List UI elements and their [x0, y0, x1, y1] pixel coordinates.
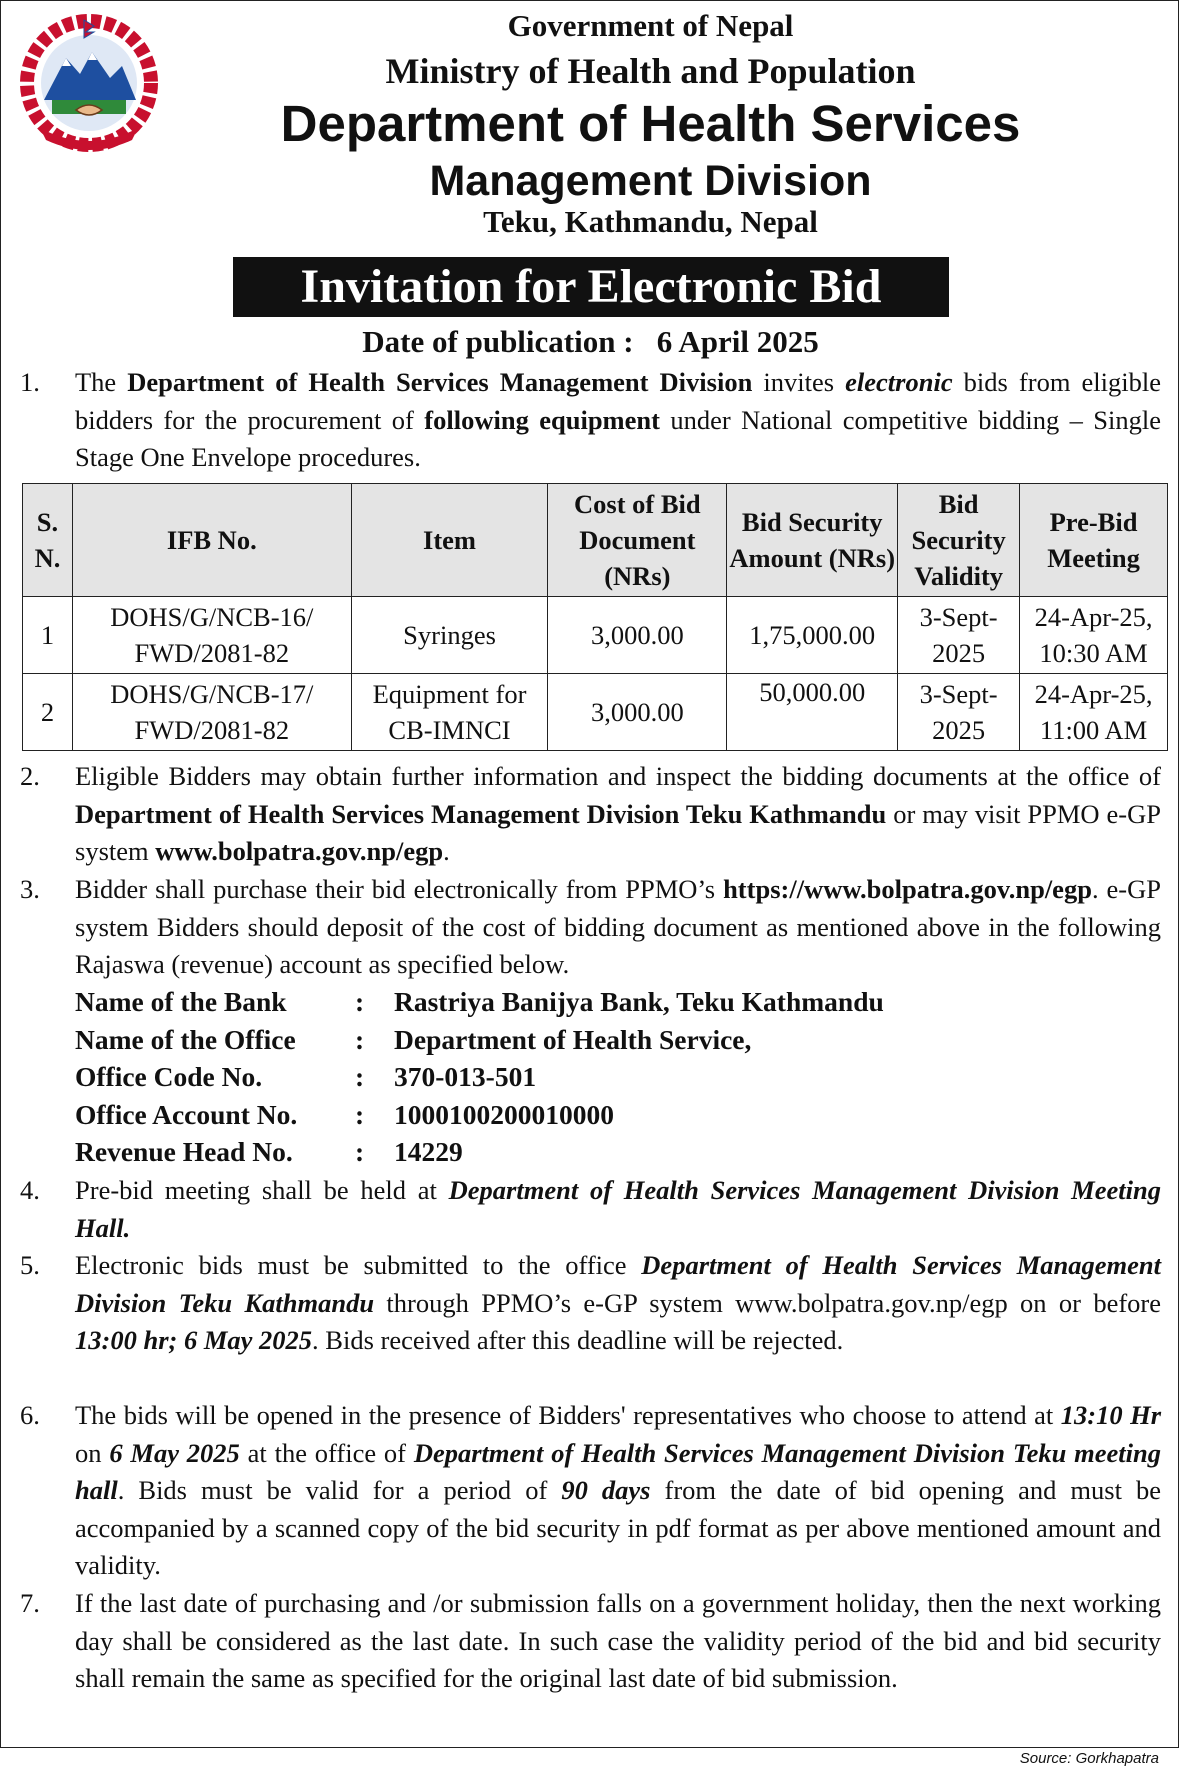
header-validity: Bid Security Validity [898, 484, 1020, 597]
bold-text: Department of Health Services Management Division Teku Kathmandu [75, 798, 887, 829]
emphasis-text: Department of Health Services Management Division Teku meeting hall [75, 1437, 1162, 1505]
paragraph-6 [20, 1397, 1161, 1585]
emphasis-text: 6 May 2025 [109, 1437, 240, 1468]
text: Eligible Bidders may obtain further information and inspect the bidding documents at the office of [75, 761, 1161, 791]
bank-value: 14229 [394, 1136, 463, 1167]
header-address: Teku, Kathmandu, Nepal [483, 204, 818, 239]
header-sn: S. N. [23, 484, 73, 597]
header-prebid: Pre-Bid Meeting [1020, 484, 1168, 597]
text: . [443, 836, 450, 866]
separator: : [355, 1061, 365, 1092]
bank-label: Office Code No. [75, 1061, 263, 1092]
bank-label: Name of the Bank [75, 986, 287, 1017]
cell-ifb: DOHS/G/NCB-16/ FWD/2081-82 [72, 597, 351, 674]
header-ministry: Ministry of Health and Population [385, 51, 916, 91]
bank-row [75, 1021, 884, 1059]
cell-prebid: 24-Apr-25, 11:00 AM [1020, 674, 1168, 751]
bold-text: Department of Health Services Management Division [127, 367, 753, 397]
cell-sn: 2 [23, 674, 73, 751]
paragraph-number: 2. [20, 761, 40, 791]
cell-security: 50,000.00 [727, 674, 898, 751]
emphasis-text: Department of Health Services Management Division Teku Kathmandu [75, 1250, 1161, 1318]
publication-value: 6 April 2025 [656, 324, 819, 359]
publication-date [0, 324, 1181, 360]
cell-sn: 1 [23, 597, 73, 674]
emphasis-text: 13:10 Hr [1060, 1400, 1162, 1430]
text: Pre-bid meeting shall be held at [75, 1175, 449, 1205]
paragraph-3 [20, 871, 1161, 984]
text: . Bids received after this deadline will be rejected. [312, 1325, 844, 1355]
bank-value: Rastriya Banijya Bank, Teku Kathmandu [394, 986, 884, 1017]
cell-validity: 3-Sept- 2025 [898, 674, 1020, 751]
cell-item: Equipment for CB-IMNCI [351, 674, 548, 751]
header-cost: Cost of Bid Document (NRs) [548, 484, 727, 597]
separator: : [355, 1098, 365, 1130]
text: from the date of bid opening and must be accompanied by a scanned copy of the bid security in pdf format as per above mentioned amount and validity. [75, 1475, 1161, 1580]
paragraph-number: 1. [20, 367, 40, 397]
cell-prebid: 24-Apr-25, 10:30 AM [1020, 597, 1168, 674]
paragraph-number: 6. [20, 1400, 40, 1430]
emphasis-text: Department of Health Services Management Division Meeting Hall. [75, 1175, 1161, 1243]
header-government: Government of Nepal [507, 8, 794, 43]
bank-label: Name of the Office [75, 1023, 296, 1055]
text: If the last date of purchasing and /or submission falls on a government holiday, then the next working day shall be considered as the last date. In such case the validity period of the bid and bid security shall remain the same as specified for the original last date of bid submission. [75, 1588, 1161, 1693]
text: Electronic bids must be submitted to the office [75, 1250, 642, 1280]
header-item: Item [351, 484, 548, 597]
text: The bids will be opened in the presence of Bidders' representatives who choose to attend at [75, 1400, 1061, 1430]
text: under National competitive bidding – Single Stage One Envelope procedures. [75, 404, 1162, 472]
bank-row [75, 1096, 884, 1134]
paragraph-2 [20, 758, 1161, 871]
cell-ifb: DOHS/G/NCB-17/ FWD/2081-82 [72, 674, 351, 751]
paragraph-7 [20, 1585, 1161, 1698]
paragraph-4 [20, 1172, 1161, 1247]
text: or may visit PPMO e-GP system [75, 798, 1161, 866]
emphasis-text: 90 days [561, 1475, 651, 1505]
header-ifb: IFB No. [72, 484, 351, 597]
text: . Bids must be valid for a period of [117, 1475, 562, 1505]
emphasis-text: electronic [845, 367, 953, 397]
text: bids from eligible bidders for the procurement of [75, 367, 1161, 435]
text: . e-GP system Bidders should deposit of the cost of bidding document as mentioned above in the following Rajaswa (revenue) account as specified below. [75, 874, 1161, 979]
source-credit: Source: Gorkhapatra [1019, 1750, 1159, 1767]
nepal-emblem-icon [18, 12, 160, 154]
paragraph-number: 4. [20, 1175, 40, 1205]
bank-details [75, 983, 884, 1171]
header-department: Department of Health Services [280, 95, 1021, 152]
notice-title: Invitation for Electronic Bid [233, 257, 949, 317]
paragraph-number: 3. [20, 874, 40, 904]
header-security: Bid Security Amount (NRs) [727, 484, 898, 597]
text: invites [752, 367, 846, 397]
bid-table [22, 483, 1168, 751]
table-header-row [23, 484, 1168, 597]
publication-label: Date of publication : [362, 324, 634, 359]
paragraph-number: 5. [20, 1250, 40, 1280]
url-text: https://www.bolpatra.gov.np/egp [723, 874, 1092, 904]
text: at the office of [239, 1437, 414, 1468]
cell-validity: 3-Sept- 2025 [898, 597, 1020, 674]
cell-security: 1,75,000.00 [727, 597, 898, 674]
text: Bidder shall purchase their bid electronically from PPMO’s [75, 874, 724, 904]
cell-cost: 3,000.00 [548, 597, 727, 674]
bank-value: 370-013-501 [394, 1061, 537, 1092]
bank-row [75, 983, 884, 1021]
cell-item: Syringes [351, 597, 548, 674]
cell-cost: 3,000.00 [548, 674, 727, 751]
table-row [23, 597, 1168, 674]
url-text: www.bolpatra.gov.np/egp [155, 836, 444, 866]
deadline-text: 13:00 hr; 6 May 2025 [75, 1325, 313, 1355]
table-row [23, 674, 1168, 751]
bank-row [75, 1133, 884, 1171]
bank-value: Department of Health Service, [394, 1023, 752, 1055]
bank-value: 1000100200010000 [394, 1098, 614, 1130]
text: on [75, 1437, 110, 1468]
paragraph-1 [20, 364, 1161, 477]
text: through PPMO’s e-GP system www.bolpatra.gov.np/egp on or before [374, 1287, 1161, 1318]
separator: : [355, 1136, 365, 1167]
text: The [75, 367, 128, 397]
paragraph-number: 7. [20, 1588, 40, 1618]
paragraph-5 [20, 1247, 1161, 1360]
separator: : [355, 986, 365, 1017]
header-division: Management Division [429, 157, 872, 205]
bank-label: Revenue Head No. [75, 1136, 293, 1167]
bold-text: following equipment [424, 404, 660, 435]
bank-label: Office Account No. [75, 1098, 298, 1130]
bank-row [75, 1058, 884, 1096]
separator: : [355, 1023, 365, 1055]
